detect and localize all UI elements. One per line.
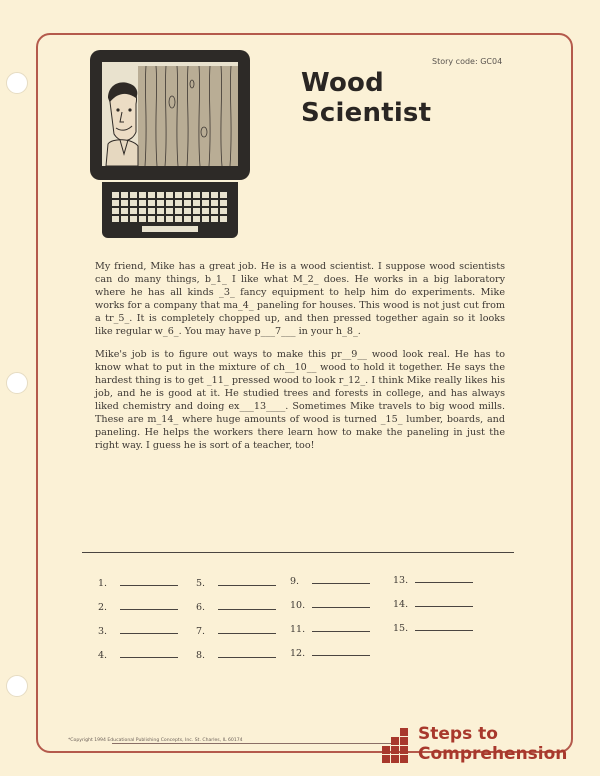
answer-item[interactable]: 7. bbox=[196, 625, 276, 637]
laptop-illustration bbox=[90, 50, 250, 240]
answer-blank[interactable] bbox=[415, 622, 473, 631]
screen-picture bbox=[102, 62, 238, 166]
answer-blank[interactable] bbox=[218, 601, 276, 610]
keyboard-keys bbox=[112, 192, 228, 222]
punch-hole-top bbox=[6, 72, 28, 94]
answer-blank[interactable] bbox=[218, 577, 276, 586]
answer-blank[interactable] bbox=[120, 649, 178, 658]
answer-blank[interactable] bbox=[312, 575, 370, 584]
answer-item[interactable]: 11. bbox=[290, 623, 370, 635]
laptop-keyboard bbox=[102, 182, 238, 238]
answer-item[interactable]: 1. bbox=[98, 577, 178, 589]
answer-blank[interactable] bbox=[218, 625, 276, 634]
passage-paragraph-1: My friend, Mike has a great job. He is a wood scientist. I suppose wood scientists can do many things, b_1_ I like what M_2_ does. He works in a big laboratory where he has all kinds _3_ fancy equipment to help him do experiments. Mike works for a company that ma_4_ paneling for houses. This wood is not just cut from a tr_5_. It is completely chopped up, and then pressed together again so it looks like regular w_6_. You may have p___7___ in your h_8_. bbox=[95, 261, 505, 338]
wood-scientist-drawing bbox=[102, 62, 238, 166]
answer-item[interactable]: 9. bbox=[290, 575, 370, 587]
answer-item[interactable]: 3. bbox=[98, 625, 178, 637]
answer-blank[interactable] bbox=[312, 647, 370, 656]
punch-hole-bottom bbox=[6, 675, 28, 697]
keyboard-spacebar bbox=[142, 226, 198, 232]
answer-blank[interactable] bbox=[415, 598, 473, 607]
answer-item[interactable]: 15. bbox=[393, 622, 473, 634]
answer-item[interactable]: 13. bbox=[393, 574, 473, 586]
answer-blank[interactable] bbox=[120, 601, 178, 610]
laptop-screen bbox=[90, 50, 250, 180]
answer-item[interactable]: 4. bbox=[98, 649, 178, 661]
answer-item[interactable]: 10. bbox=[290, 599, 370, 611]
answer-item[interactable]: 6. bbox=[196, 601, 276, 613]
answer-item[interactable]: 14. bbox=[393, 598, 473, 610]
answer-item[interactable]: 8. bbox=[196, 649, 276, 661]
answer-blank[interactable] bbox=[120, 625, 178, 634]
steps-to-comprehension-logo bbox=[382, 724, 572, 768]
answer-item[interactable]: 2. bbox=[98, 601, 178, 613]
answer-item[interactable]: 12. bbox=[290, 647, 370, 659]
copyright-notice: *Copyright 1994 Educational Publishing Concepts, Inc. St. Charles, IL 60174 bbox=[68, 738, 272, 743]
logo-text-line-1: Steps to bbox=[418, 724, 498, 744]
answer-section-divider bbox=[82, 552, 514, 553]
page-title: Wood Scientist bbox=[301, 68, 432, 128]
punch-hole-middle bbox=[6, 372, 28, 394]
cloze-passage bbox=[95, 260, 505, 461]
answer-item[interactable]: 5. bbox=[196, 577, 276, 589]
logo-text bbox=[418, 724, 567, 764]
passage-paragraph-2: Mike's job is to figure out ways to make this pr__9__ wood look real. He has to know what to put in the mixture of ch__10__ wood to hold it together. He says the hardest thing is to get _11_ pressed wood to look r_12_. I think Mike really likes his job, and he is good at it. He studied trees and forests in college, and has always liked chemistry and doing ex___13____. Sometimes Mike travels to big wood mills. These are m_14_ where huge amounts of wood is turned _15_ lumber, boards, and paneling. He helps the workers there learn how to make the paneling in just the right way. I guess he is sort of a teacher, too! bbox=[95, 348, 505, 452]
answer-blank[interactable] bbox=[312, 623, 370, 632]
answer-blank[interactable] bbox=[312, 599, 370, 608]
answer-blank[interactable] bbox=[120, 577, 178, 586]
answer-blank[interactable] bbox=[218, 649, 276, 658]
logo-text-line-2: Comprehension bbox=[418, 744, 568, 764]
story-code: Story code: GC04 bbox=[432, 57, 503, 66]
footer-rule bbox=[112, 743, 392, 744]
answer-blank[interactable] bbox=[415, 574, 473, 583]
steps-logo-icon bbox=[382, 728, 418, 764]
